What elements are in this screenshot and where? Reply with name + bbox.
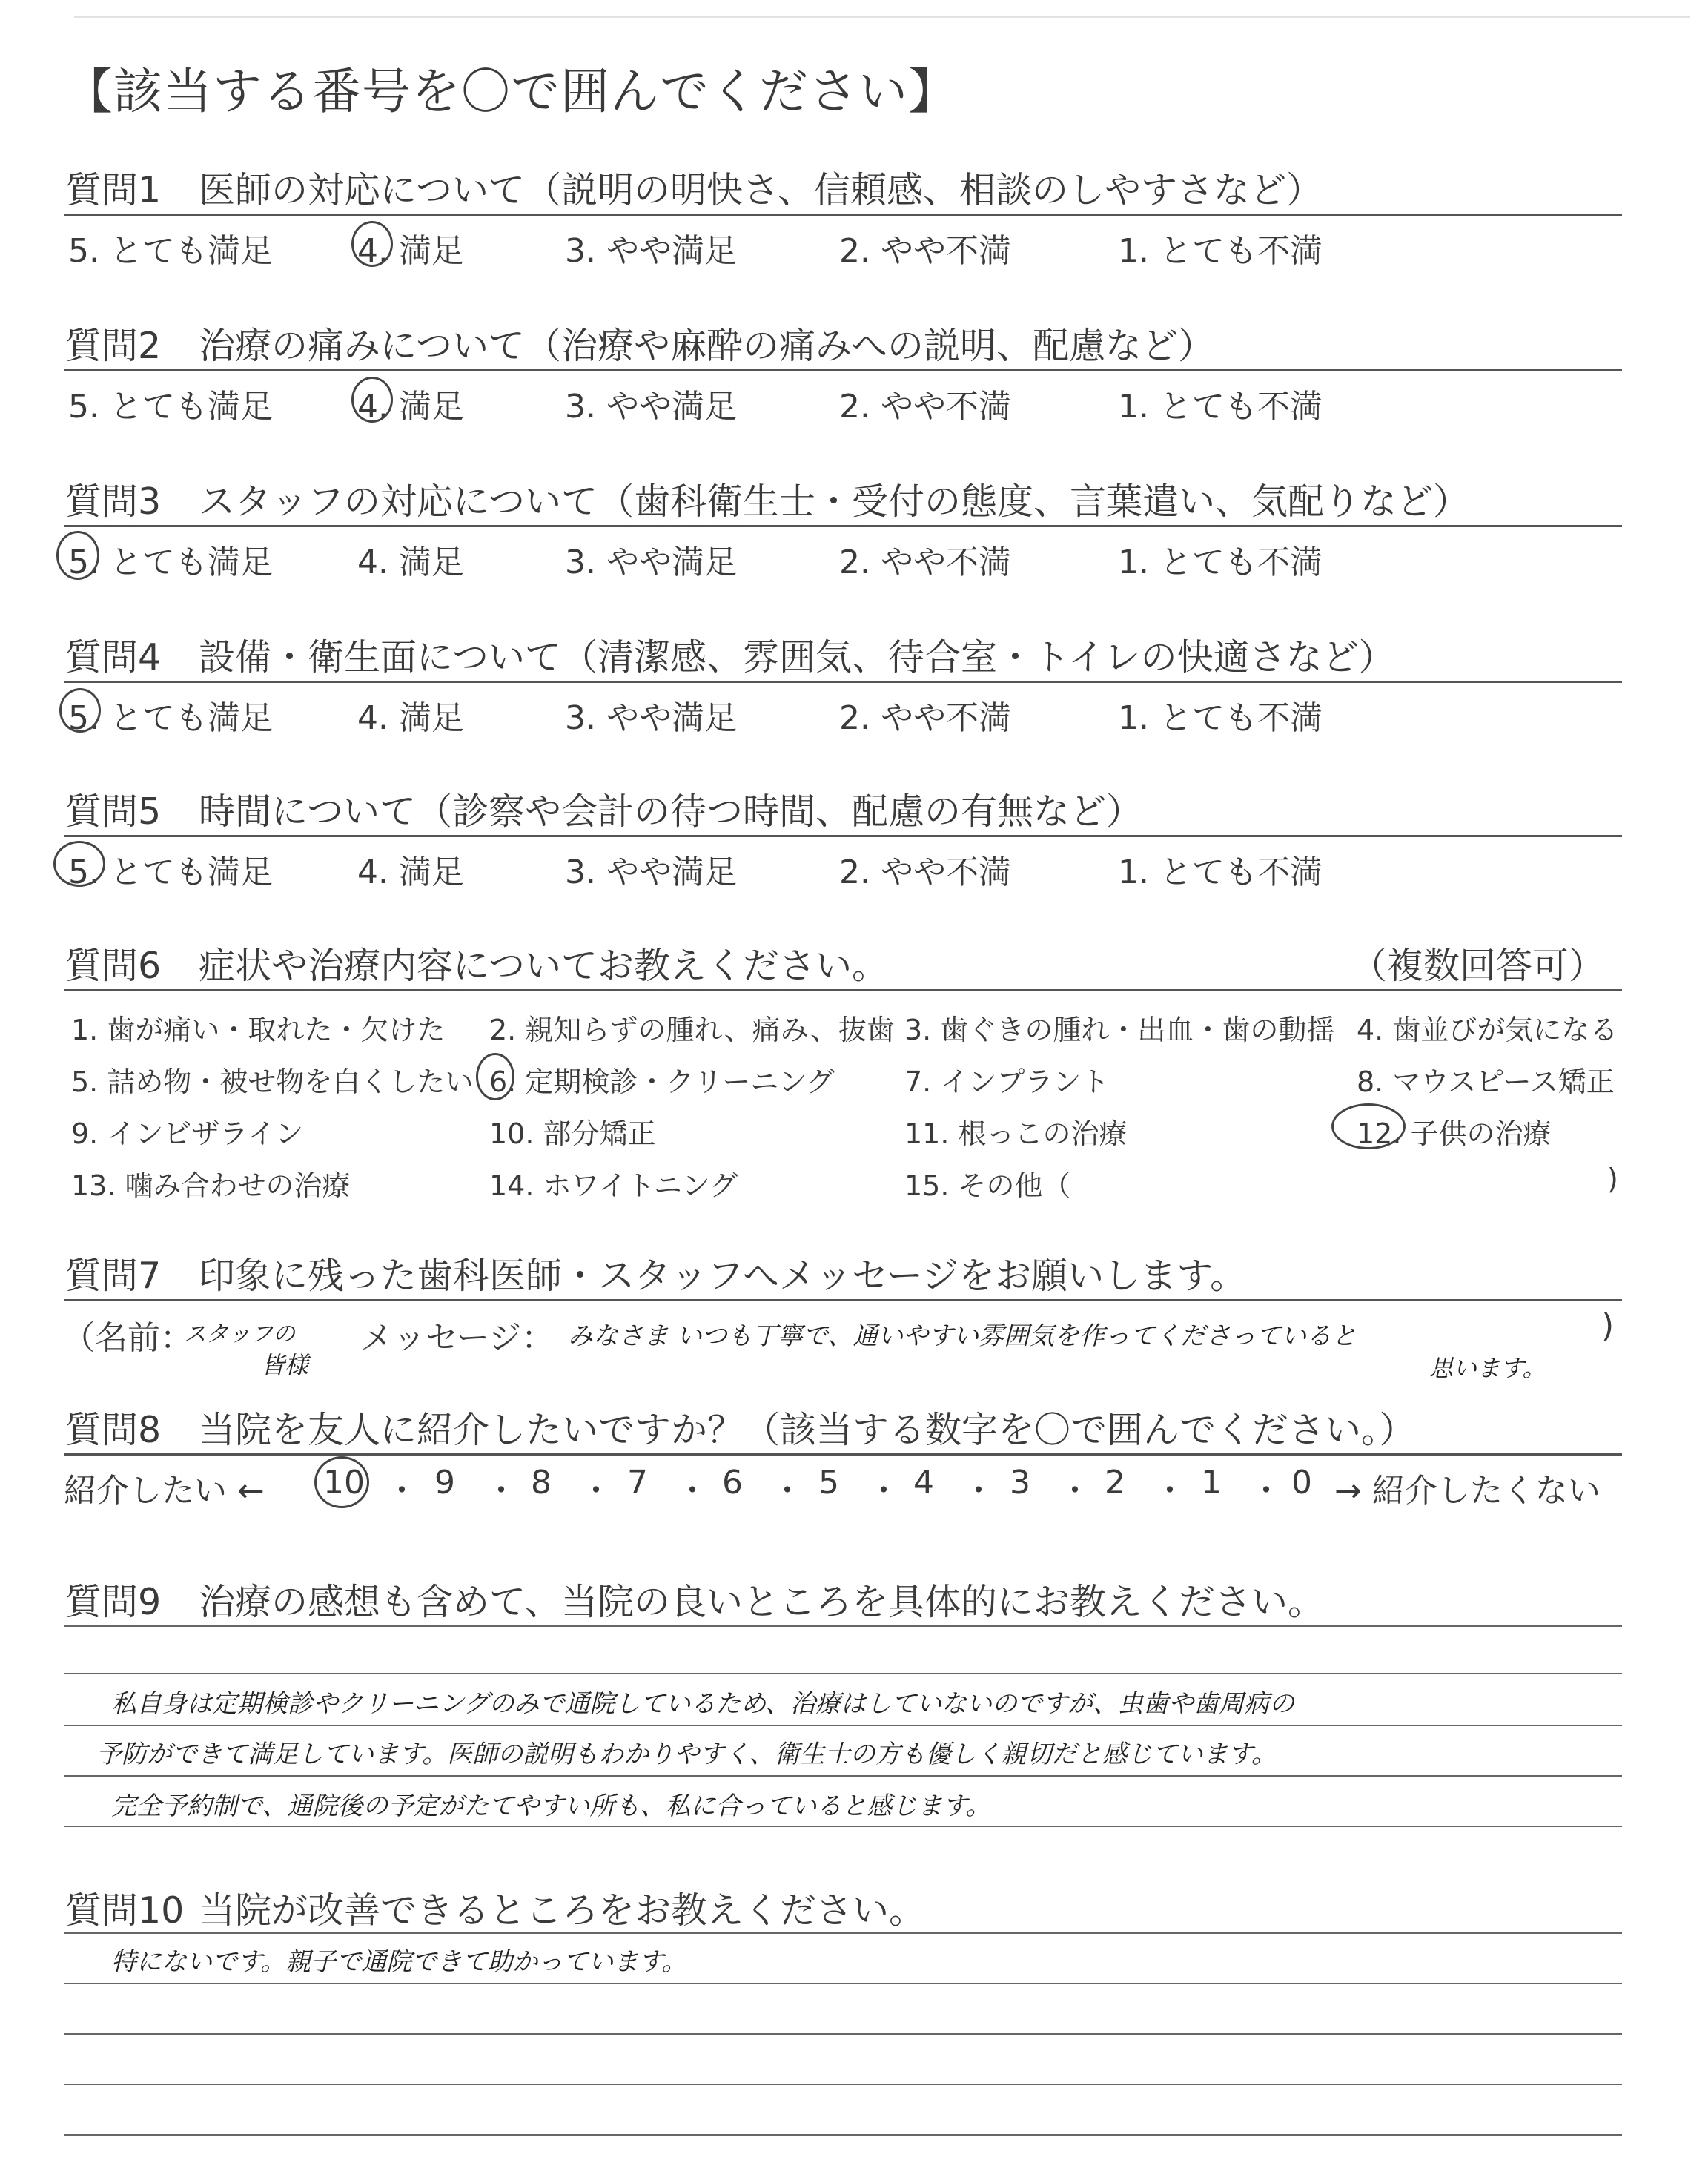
q8-dot-1: ・ xyxy=(385,1472,418,1510)
q5-option-4[interactable]: 4. 満足 xyxy=(357,853,464,891)
q10-line-2 xyxy=(64,1983,1622,1984)
question-1-label: 質問1 xyxy=(65,169,162,211)
q9-handwriting-line-2: 予防ができて満足しています。医師の説明もわかりやすく、衛生士の方も優しく親切だと感じています。 xyxy=(96,1740,1277,1769)
question-1-text: 医師の対応について（説明の明快さ、信頼感、相談のしやすさなど） xyxy=(199,169,1323,211)
q10-line-3 xyxy=(64,2033,1622,2035)
q2-option-5[interactable]: 5. とても満足 xyxy=(68,388,273,426)
question-8-label: 質問8 xyxy=(65,1409,162,1451)
question-2-text: 治療の痛みについて（治療や麻酔の痛みへの説明、配慮など） xyxy=(199,325,1215,367)
q6-option-12[interactable]: 12. 子供の治療 xyxy=(1357,1117,1552,1150)
q8-scale-7[interactable]: 7 xyxy=(627,1464,648,1502)
question-7-text: 印象に残った歯科医師・スタッフへメッセージをお願いします。 xyxy=(199,1255,1247,1297)
q7-name-handwriting-1: スタッフの xyxy=(184,1321,295,1347)
q8-dot-5: ・ xyxy=(771,1472,804,1510)
q5-option-2[interactable]: 2. やや不満 xyxy=(839,853,1011,891)
q8-scale-6[interactable]: 6 xyxy=(722,1464,743,1502)
q7-name-label: （名前： xyxy=(62,1319,193,1357)
question-8-rule xyxy=(64,1453,1622,1456)
q8-scale-4[interactable]: 4 xyxy=(913,1464,934,1502)
q6-option-15[interactable]: 15. その他（ xyxy=(904,1169,1071,1202)
question-3-text: スタッフの対応について（歯科衛生士・受付の態度、言葉遣い、気配りなど） xyxy=(199,480,1470,523)
q2-option-2[interactable]: 2. やや不満 xyxy=(839,388,1011,426)
q8-dot-4: ・ xyxy=(676,1472,709,1510)
q2-option-4[interactable]: 4. 満足 xyxy=(357,388,464,426)
q4-option-2[interactable]: 2. やや不満 xyxy=(839,699,1011,737)
q8-left-label: 紹介したい ← xyxy=(64,1472,265,1510)
q10-line-1 xyxy=(64,1932,1622,1934)
q6-option-2[interactable]: 2. 親知らずの腫れ、痛み、抜歯 xyxy=(489,1014,895,1046)
q3-option-5[interactable]: 5. とても満足 xyxy=(68,544,273,581)
q6-option-10[interactable]: 10. 部分矯正 xyxy=(489,1117,656,1150)
q6-option-15-close: ) xyxy=(1607,1163,1618,1195)
q8-scale-9[interactable]: 9 xyxy=(434,1464,455,1502)
question-6-label: 質問6 xyxy=(65,945,162,987)
q6-option-4[interactable]: 4. 歯並びが気になる xyxy=(1357,1014,1618,1046)
q2-option-3[interactable]: 3. やや満足 xyxy=(565,388,737,426)
q9-handwriting-line-1: 私自身は定期検診やクリーニングのみで通院しているため、治療はしていないのですが、虫歯や歯周病の xyxy=(111,1689,1294,1719)
q8-scale-3[interactable]: 3 xyxy=(1010,1464,1030,1502)
q3-selection-circle xyxy=(56,531,99,580)
q6-selection-circle-12 xyxy=(1331,1103,1406,1149)
q10-line-5 xyxy=(64,2134,1622,2136)
q6-option-13[interactable]: 13. 噛み合わせの治療 xyxy=(71,1169,351,1202)
q8-scale-10[interactable]: 10 xyxy=(323,1464,365,1502)
q5-option-5[interactable]: 5. とても満足 xyxy=(68,853,273,891)
q6-option-6[interactable]: 6. 定期検診・クリーニング xyxy=(489,1066,835,1098)
q4-option-1[interactable]: 1. とても不満 xyxy=(1118,699,1323,737)
q9-line-1 xyxy=(64,1625,1622,1627)
question-4-rule xyxy=(64,681,1622,683)
q6-option-11[interactable]: 11. 根っこの治療 xyxy=(904,1117,1128,1150)
q5-option-3[interactable]: 3. やや満足 xyxy=(565,853,737,891)
q4-selection-circle xyxy=(59,688,101,733)
q7-message-handwriting-2: 思います。 xyxy=(1429,1354,1546,1382)
q8-dot-2: ・ xyxy=(485,1472,517,1510)
question-2-rule xyxy=(64,369,1622,371)
question-10-label: 質問10 xyxy=(65,1889,185,1932)
q8-right-label: → 紹介したくない xyxy=(1334,1472,1601,1510)
question-1-rule xyxy=(64,214,1622,216)
q2-selection-circle xyxy=(351,377,393,423)
q7-message-handwriting-1: みなさま いつも丁寧で、通いやすい雰囲気を作ってくださっていると xyxy=(568,1321,1357,1351)
q4-option-3[interactable]: 3. やや満足 xyxy=(565,699,737,737)
q8-scale-0[interactable]: 0 xyxy=(1291,1464,1312,1502)
q8-dot-6: ・ xyxy=(867,1472,900,1510)
q9-handwriting-line-3: 完全予約制で、通院後の予定がたてやすい所も、私に合っていると感じます。 xyxy=(111,1791,991,1821)
q3-option-3[interactable]: 3. やや満足 xyxy=(565,544,737,581)
q7-close-paren: ) xyxy=(1601,1307,1615,1344)
question-5-label: 質問5 xyxy=(65,790,162,833)
q8-dot-7: ・ xyxy=(962,1472,995,1510)
q1-selection-circle xyxy=(351,221,393,267)
top-border xyxy=(74,16,1690,18)
q8-scale-5[interactable]: 5 xyxy=(818,1464,839,1502)
q1-option-5[interactable]: 5. とても満足 xyxy=(68,232,273,270)
question-6-note: （複数回答可） xyxy=(1351,945,1606,987)
q6-option-3[interactable]: 3. 歯ぐきの腫れ・出血・歯の動揺 xyxy=(904,1014,1335,1046)
question-9-label: 質問9 xyxy=(65,1581,162,1623)
q8-scale-8[interactable]: 8 xyxy=(531,1464,552,1502)
q8-dot-10: ・ xyxy=(1250,1472,1282,1510)
question-10-text: 当院が改善できるところをお教えください。 xyxy=(199,1889,926,1932)
question-7-rule xyxy=(64,1299,1622,1301)
question-2-label: 質問2 xyxy=(65,325,162,367)
q8-scale-1[interactable]: 1 xyxy=(1201,1464,1222,1502)
q8-dot-3: ・ xyxy=(580,1472,612,1510)
question-3-rule xyxy=(64,525,1622,527)
q1-option-1[interactable]: 1. とても不満 xyxy=(1118,232,1323,270)
q3-option-4[interactable]: 4. 満足 xyxy=(357,544,464,581)
q1-option-3[interactable]: 3. やや満足 xyxy=(565,232,737,270)
q10-line-4 xyxy=(64,2084,1622,2085)
question-5-rule xyxy=(64,835,1622,837)
question-4-text: 設備・衛生面について（清潔感、雰囲気、待合室・トイレの快適さなど） xyxy=(199,636,1395,678)
question-8-text: 当院を友人に紹介したいですか？（該当する数字を〇で囲んでください。） xyxy=(199,1409,1416,1451)
q6-option-14[interactable]: 14. ホワイトニング xyxy=(489,1169,738,1202)
q8-selection-circle xyxy=(314,1456,369,1508)
q6-option-1[interactable]: 1. 歯が痛い・取れた・欠けた xyxy=(71,1014,446,1046)
question-3-label: 質問3 xyxy=(65,480,162,523)
q6-option-9[interactable]: 9. インビザライン xyxy=(71,1117,304,1150)
q4-option-5[interactable]: 5. とても満足 xyxy=(68,699,273,737)
q8-dot-8: ・ xyxy=(1059,1472,1091,1510)
q6-option-7[interactable]: 7. インプラント xyxy=(904,1066,1110,1098)
q9-line-4 xyxy=(64,1775,1622,1777)
question-6-rule xyxy=(64,989,1622,991)
q5-selection-circle xyxy=(53,841,105,887)
question-4-label: 質問4 xyxy=(65,636,162,678)
q3-option-2[interactable]: 2. やや不満 xyxy=(839,544,1011,581)
q1-option-2[interactable]: 2. やや不満 xyxy=(839,232,1011,270)
q7-name-handwriting-2: 皆様 xyxy=(261,1351,309,1379)
question-7-label: 質問7 xyxy=(65,1255,162,1297)
q10-handwriting-line-1: 特にないです。親子で通院できて助かっています。 xyxy=(111,1947,687,1977)
q3-option-1[interactable]: 1. とても不満 xyxy=(1118,544,1323,581)
page-title: 【該当する番号を〇で囲んでください】 xyxy=(64,63,958,120)
question-9-text: 治療の感想も含めて、当院の良いところを具体的にお教えください。 xyxy=(199,1581,1325,1623)
q6-option-5[interactable]: 5. 詰め物・被せ物を白くしたい xyxy=(71,1066,474,1098)
q1-option-4[interactable]: 4. 満足 xyxy=(357,232,464,270)
q5-option-1[interactable]: 1. とても不満 xyxy=(1118,853,1323,891)
q8-scale-2[interactable]: 2 xyxy=(1105,1464,1125,1502)
q2-option-1[interactable]: 1. とても不満 xyxy=(1118,388,1323,426)
question-6-text: 症状や治療内容についてお教えください。 xyxy=(199,945,889,987)
q9-line-3 xyxy=(64,1725,1622,1726)
q6-option-8[interactable]: 8. マウスピース矯正 xyxy=(1357,1066,1615,1098)
q9-line-2 xyxy=(64,1673,1622,1674)
q4-option-4[interactable]: 4. 満足 xyxy=(357,699,464,737)
q7-message-label: メッセージ： xyxy=(360,1319,555,1357)
q9-line-5 xyxy=(64,1826,1622,1827)
question-5-text: 時間について（診察や会計の待つ時間、配慮の有無など） xyxy=(199,790,1143,833)
q8-dot-9: ・ xyxy=(1153,1472,1186,1510)
q6-selection-circle-6 xyxy=(476,1053,514,1100)
